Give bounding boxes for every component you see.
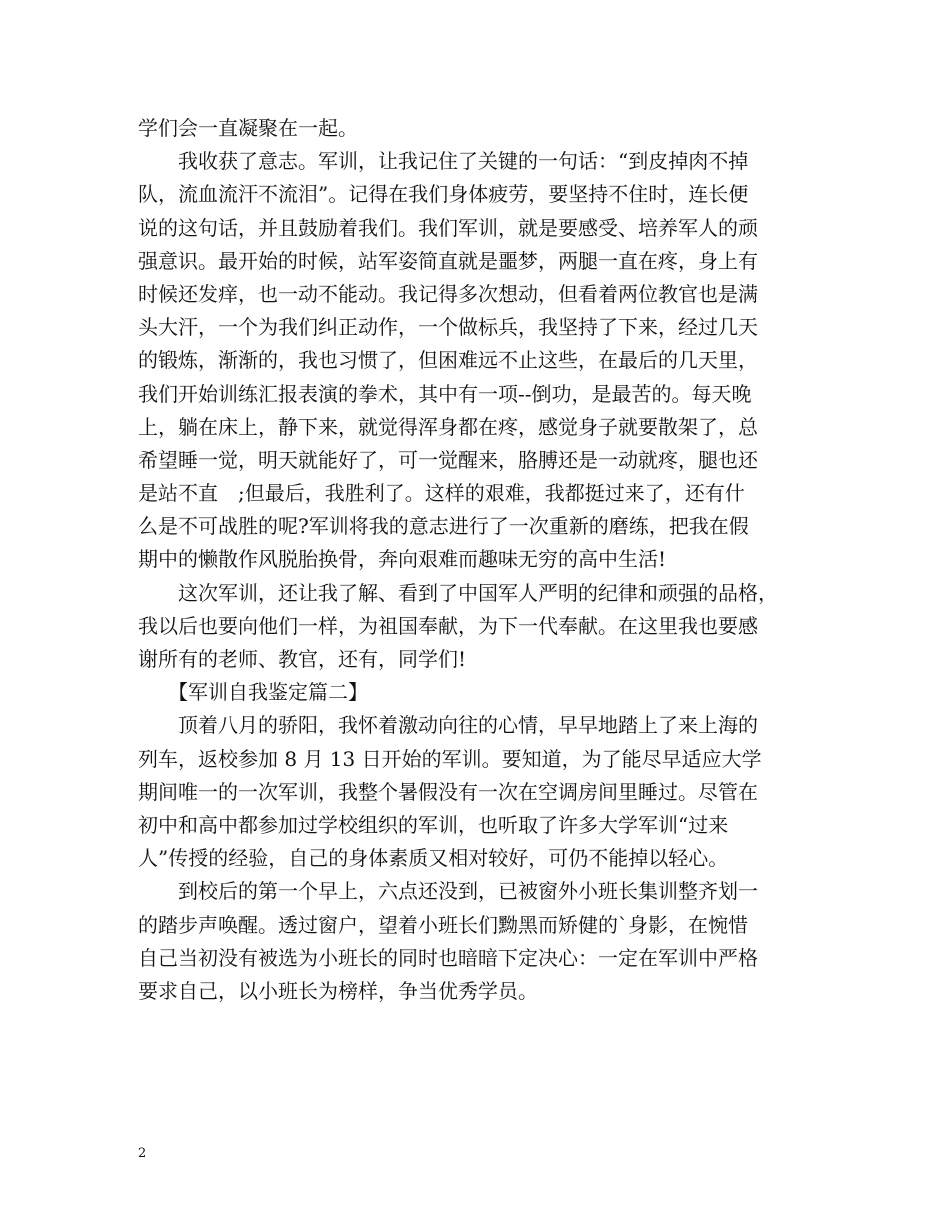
text-line: 队，流血流汗不流泪”。记得在我们身体疲劳，要坚持不住时，连长便 xyxy=(138,182,749,207)
text-line: 我们开始训练汇报表演的拳术，其中有一项--倒功，是最苦的。每天晚 xyxy=(138,381,752,406)
page-number: 2 xyxy=(138,1146,147,1161)
text-line: 初中和高中都参加过学校组织的军训，也听取了许多大学军训“过来 xyxy=(138,812,729,837)
text-line: 么是不可战胜的呢?军训将我的意志进行了一次重新的磨练，把我在假 xyxy=(138,514,749,539)
text-line: 是站不直 ;但最后，我胜利了。这样的艰难，我都挺过来了，还有什 xyxy=(138,481,745,506)
text-line: 学们会一直凝聚在一起。 xyxy=(138,116,358,140)
text-line: 强意识。最开始的时候，站军姿简直就是噩梦，两腿一直在疼，身上有 xyxy=(138,248,758,273)
text-line: 希望睡一觉，明天就能好了，可一觉醒来，胳膊还是一动就疼，腿也还 xyxy=(138,447,758,472)
text-line: 的锻炼，渐渐的，我也习惯了，但困难远不止这些，在最后的几天里， xyxy=(138,348,758,373)
text-line: 到校后的第一个早上，六点还没到，已被窗外小班长集训整齐划一 xyxy=(138,879,758,904)
text-line: 的踏步声唤醒。透过窗户，望着小班长们黝黑而矫健的`身影，在惋惜 xyxy=(138,912,748,937)
text-line: 说的这句话，并且鼓励着我们。我们军训，就是要感受、培养军人的顽 xyxy=(138,215,758,240)
text-line: 头大汗，一个为我们纠正动作，一个做标兵，我坚持了下来，经过几天 xyxy=(138,315,758,340)
text-line: 顶着八月的骄阳，我怀着激动向往的心情，早早地踏上了来上海的 xyxy=(138,713,758,738)
text-line: 要求自己，以小班长为榜样，争当优秀学员。 xyxy=(138,978,538,1003)
text-line: 上，躺在床上，静下来，就觉得浑身都在疼，感觉身子就要散架了，总 xyxy=(138,414,758,439)
section-heading: 【军训自我鉴定篇二】 xyxy=(138,680,368,705)
text-line: 我以后也要向他们一样，为祖国奉献，为下一代奉献。在这里我也要感 xyxy=(138,613,758,638)
text-line: 期间唯一的一次军训，我整个暑假没有一次在空调房间里睡过。尽管在 xyxy=(138,779,758,804)
body-text xyxy=(138,112,818,1008)
text-line: 我收获了意志。军训，让我记住了关键的一句话：“到皮掉肉不掉 xyxy=(138,149,749,174)
text-line: 谢所有的老师、教官，还有，同学们! xyxy=(138,647,467,671)
text-line: 自己当初没有被选为小班长的同时也暗暗下定决心：一定在军训中严格 xyxy=(138,945,758,970)
text-line: 列车，返校参加 8 月 13 日开始的军训。要知道，为了能尽早适应大学 xyxy=(138,746,762,771)
text-line: 人”传授的经验，自己的身体素质又相对较好，可仍不能掉以轻心。 xyxy=(138,846,729,871)
text-line: 这次军训，还让我了解、看到了中国军人严明的纪律和顽强的品格， xyxy=(138,580,778,605)
text-line: 时候还发痒，也一动不能动。我记得多次想动，但看着两位教官也是满 xyxy=(138,281,758,306)
text-line: 期中的懒散作风脱胎换骨，奔向艰难而趣味无穷的高中生活! xyxy=(138,547,667,572)
